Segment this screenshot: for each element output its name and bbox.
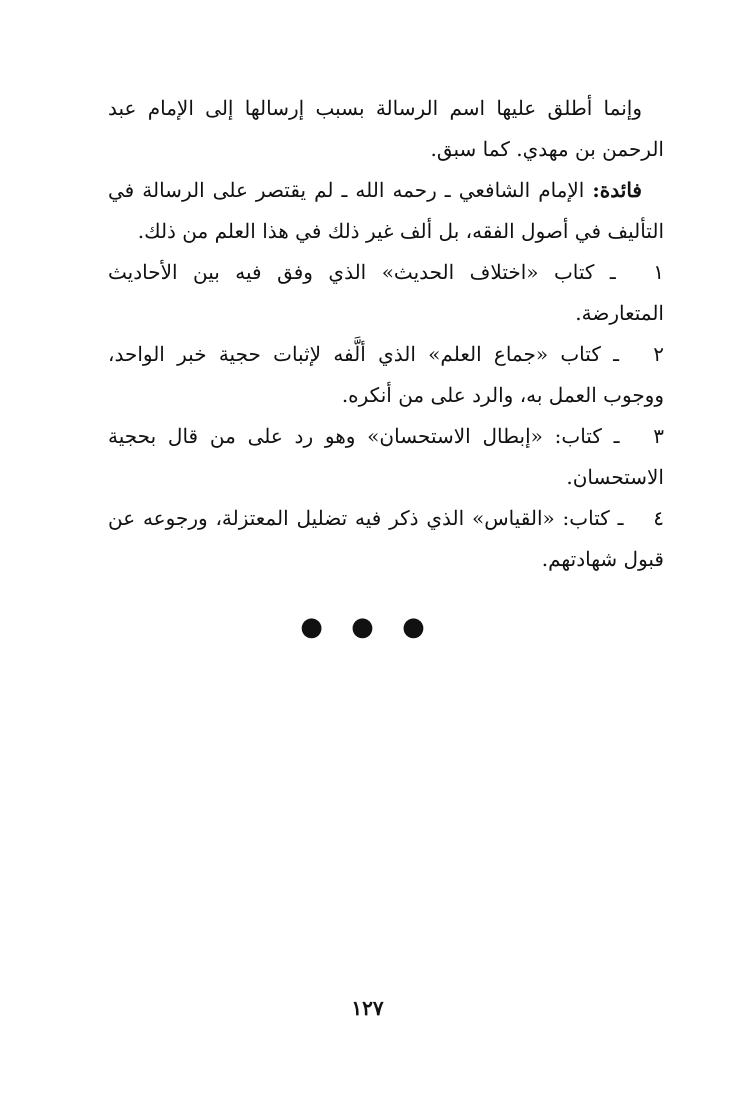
list-item-3	[108, 416, 664, 498]
list-item-1	[108, 252, 664, 334]
list-item-2	[108, 334, 664, 416]
list-item-text: ٢ ـ كتاب «جماع العلم» الذي ألَّفه لإثبات حجية خبر الواحد، ووجوب العمل به، والرد على من أنكره.	[108, 342, 664, 407]
paragraph-note	[108, 170, 664, 252]
list-item-text: ٣ ـ كتاب: «إبطال الاستحسان» وهو رد على من قال بحجية الاستحسان.	[108, 424, 664, 489]
list-item-text: ٤ ـ كتاب: «القياس» الذي ذكر فيه تضليل المعتزلة، ورجوعه عن قبول شهادتهم.	[108, 506, 664, 571]
list-item-text: ١ ـ كتاب «اختلاف الحديث» الذي وفق فيه بين الأحاديث المتعارضة.	[108, 260, 664, 325]
section-separator: ● ● ●	[300, 612, 435, 642]
page-number: ١٢٧	[351, 996, 384, 1020]
paragraph-intro	[108, 88, 664, 170]
list-item-4	[108, 498, 664, 580]
paragraph-text: الإمام الشافعي ـ رحمه الله ـ لم يقتصر على الرسالة في التأليف في أصول الفقه، بل ألف غير ذلك في هذا العلم من ذلك.	[108, 178, 664, 243]
paragraph-text: وإنما أطلق عليها اسم الرسالة بسبب إرسالها إلى الإمام عبد الرحمن بن مهدي. كما سبق.	[108, 96, 664, 161]
note-label: فائدة:	[592, 178, 642, 202]
body-text	[108, 88, 664, 580]
